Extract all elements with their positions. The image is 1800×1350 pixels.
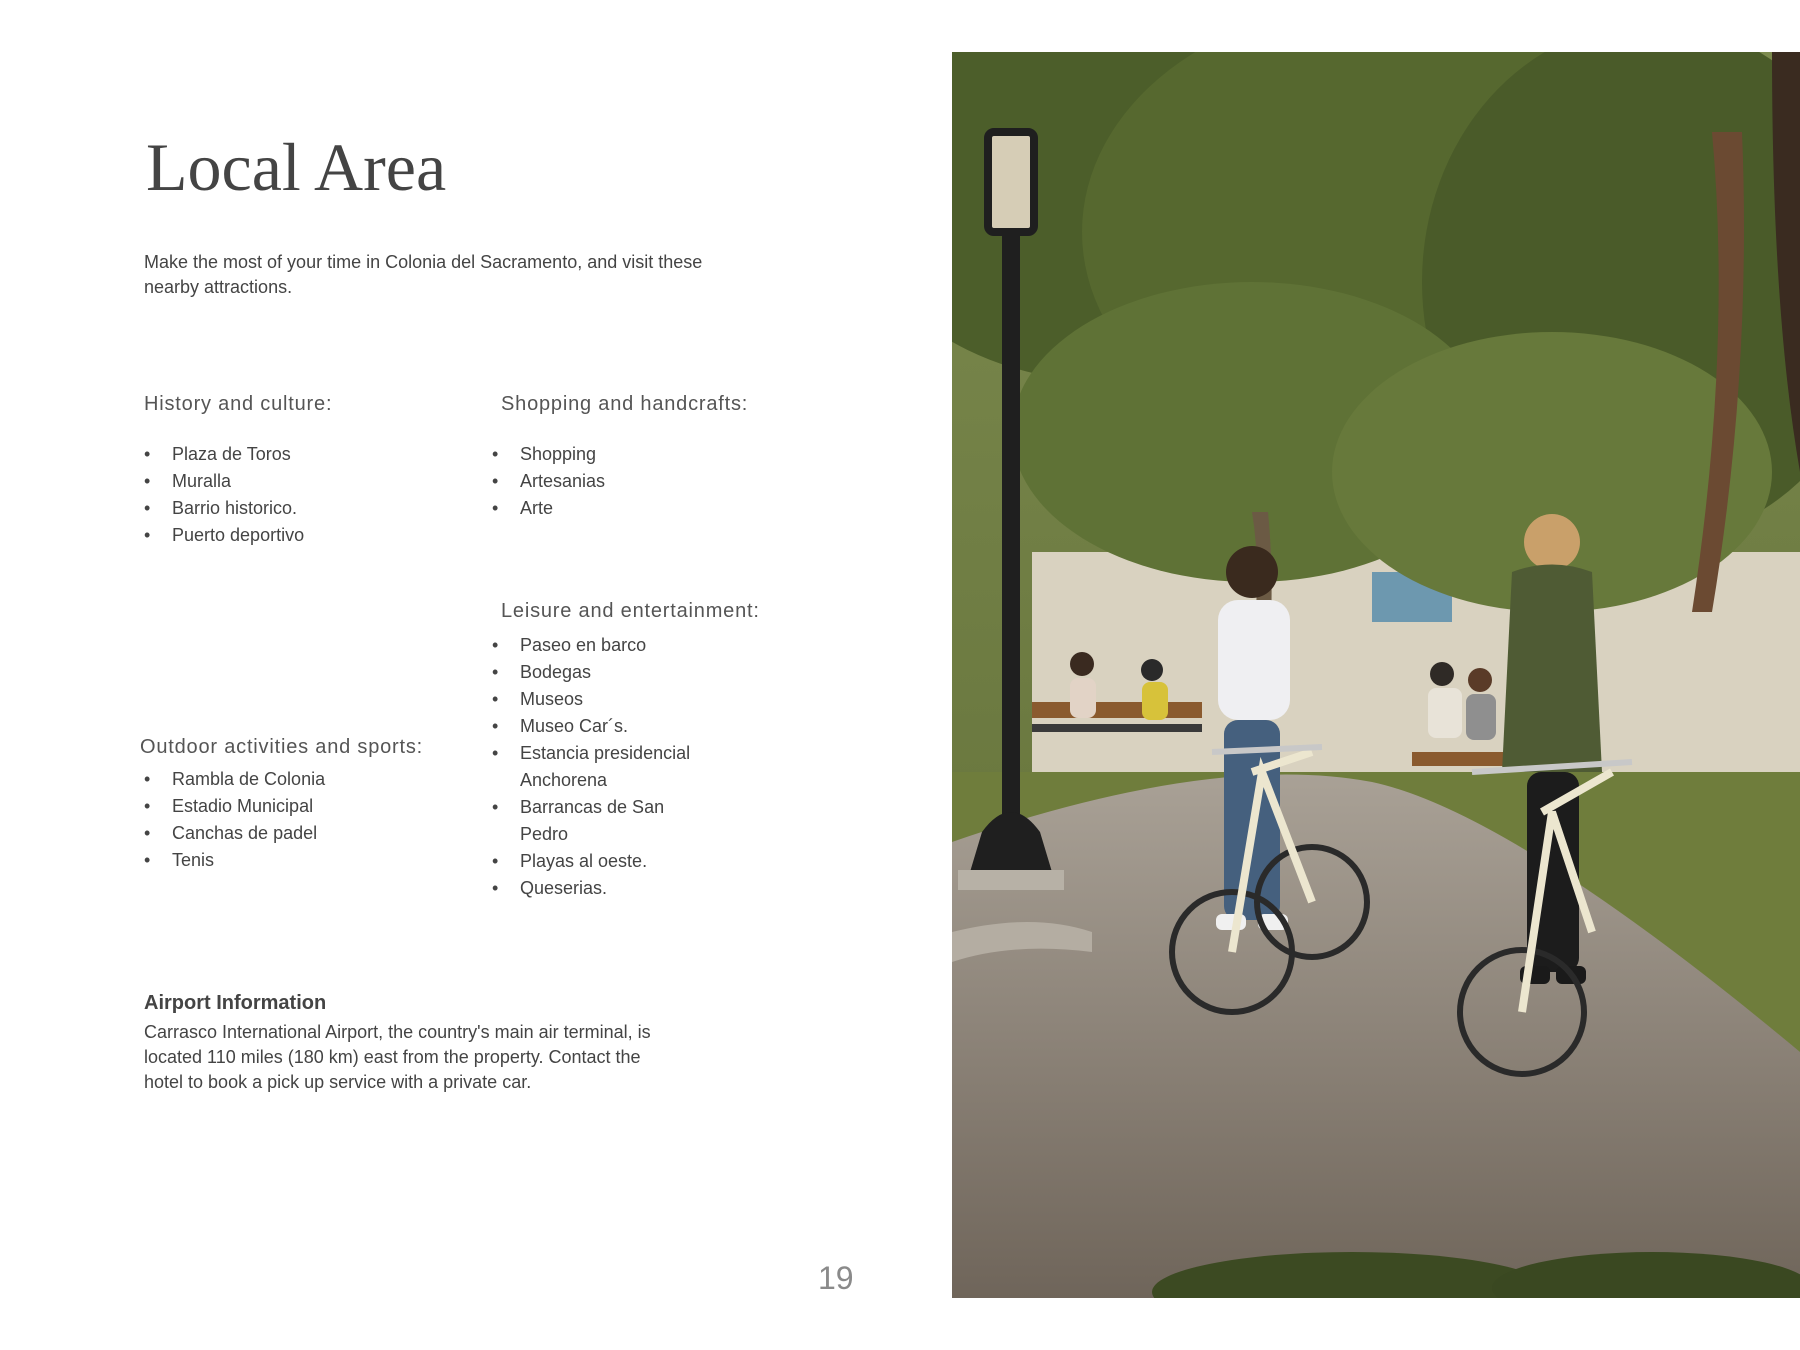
list-item: • Artesanias <box>492 468 752 495</box>
airport-paragraph: Carrasco International Airport, the country's main air terminal, is located 110 miles (180 km) east from the property. Contact the hotel to book a pick up service with a private car. <box>144 1022 651 1092</box>
outdoor-heading: Outdoor activities and sports: <box>140 736 424 758</box>
list-item: • Tenis <box>144 847 444 874</box>
outdoor-list <box>144 766 444 874</box>
list-item: • Puerto deportivo <box>144 522 444 549</box>
shopping-heading: Shopping and handcrafts: <box>501 393 749 415</box>
bench <box>1032 702 1202 718</box>
page-title: Local Area <box>146 129 447 205</box>
list-item: • Museo Car´s. <box>492 713 692 740</box>
list-item: • Arte <box>492 495 752 522</box>
park-bicycles-photo <box>952 52 1800 1298</box>
list-item: • Queserias. <box>492 875 692 902</box>
list-item: • Rambla de Colonia <box>144 766 444 793</box>
list-item: • Paseo en barco <box>492 632 692 659</box>
list-item: • Museos <box>492 686 692 713</box>
list-item: • Barrancas de San Pedro <box>492 794 692 848</box>
list-item: • Barrio historico. <box>144 495 444 522</box>
list-item: • Playas al oeste. <box>492 848 692 875</box>
list-item: • Canchas de padel <box>144 820 444 847</box>
person <box>1524 514 1580 570</box>
leisure-list <box>492 632 692 902</box>
list-item: • Bodegas <box>492 659 692 686</box>
person <box>1226 546 1278 598</box>
list-item: • Plaza de Toros <box>144 441 444 468</box>
lamp-post <box>1002 232 1020 872</box>
list-item: • Estadio Municipal <box>144 793 444 820</box>
list-item: • Muralla <box>144 468 444 495</box>
list-item: • Shopping <box>492 441 752 468</box>
photo-illustration <box>952 52 1800 1298</box>
list-item: • Estancia presidencial Anchorena <box>492 740 692 794</box>
history-heading: History and culture: <box>144 393 333 415</box>
intro-paragraph: Make the most of your time in Colonia del Sacramento, and visit these nearby attractions. <box>144 252 703 297</box>
airport-heading: Airport Information <box>144 992 327 1014</box>
shopping-list <box>492 441 752 522</box>
history-list <box>144 441 444 549</box>
leisure-heading: Leisure and entertainment: <box>501 600 760 622</box>
page-number: 19 <box>818 1260 854 1296</box>
